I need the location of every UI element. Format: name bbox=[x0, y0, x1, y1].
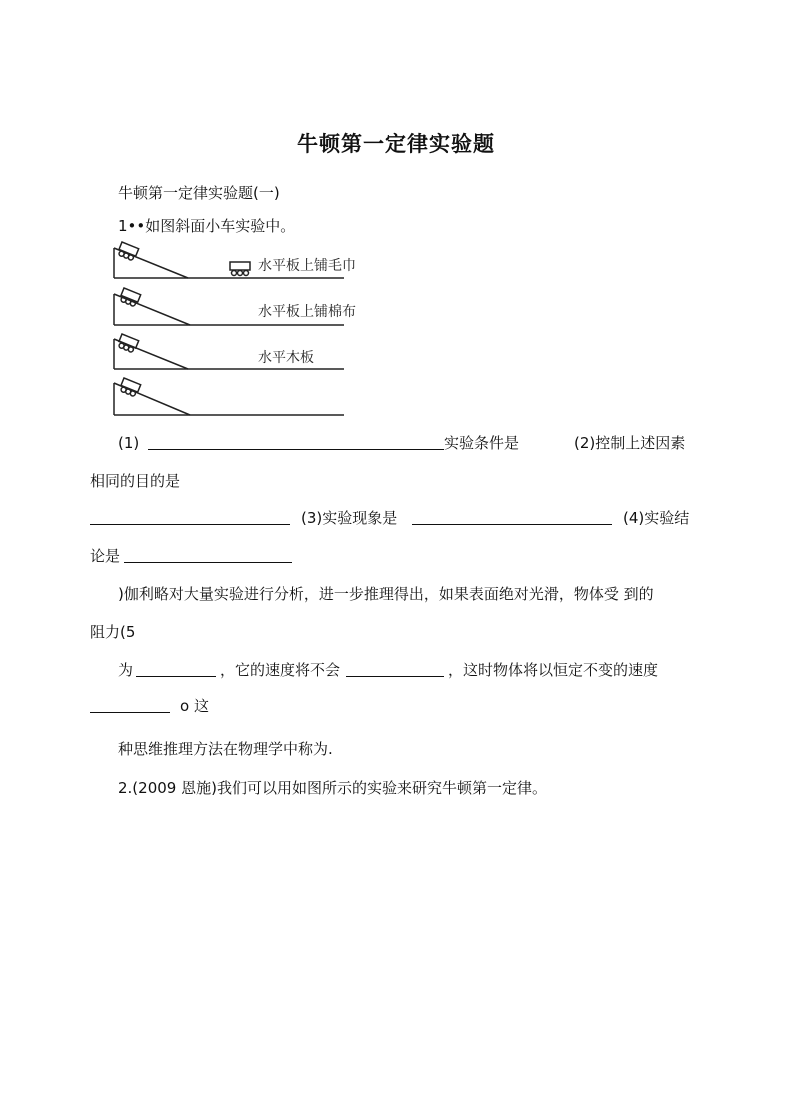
q1-part6-c: ，这时物体将以恒定不变的速度 bbox=[448, 661, 659, 679]
q1-part6-a: 为 bbox=[118, 661, 134, 679]
q1-part5-text: )伽利略对大量实验进行分析，进一步推理得出，如果表面绝对光滑，物体受 到的 bbox=[118, 585, 654, 603]
cart-on-ramp-4 bbox=[119, 378, 141, 397]
incline-cart-figure bbox=[108, 236, 378, 420]
cart-on-ramp-3 bbox=[117, 334, 139, 353]
cart-on-ramp-1 bbox=[117, 242, 139, 261]
q1-part1-text: 实验条件是 bbox=[444, 434, 520, 452]
q1-part4-text: (4)实验结 bbox=[623, 509, 690, 527]
q1-part2-text: (2)控制上述因素 bbox=[574, 434, 686, 452]
q1-blank-7[interactable] bbox=[90, 697, 170, 713]
question-1-intro: 1••如图斜面小车实验中。 bbox=[118, 217, 296, 235]
q1-blank-5[interactable] bbox=[136, 661, 216, 677]
figure-label-wood: 水平木板 bbox=[258, 350, 314, 366]
figure-label-cotton: 水平板上铺棉布 bbox=[258, 304, 356, 320]
q1-blank-1[interactable] bbox=[148, 434, 444, 450]
q1-blank-6[interactable] bbox=[346, 661, 444, 677]
q1-part6-d: o 这 bbox=[180, 697, 209, 715]
cart-on-ramp-2 bbox=[119, 288, 141, 307]
q1-part6-b: ，它的速度将不会 bbox=[220, 661, 341, 679]
q1-part7-text: 种思维推理方法在物理学中称为. bbox=[118, 740, 333, 758]
cart-on-floor-1 bbox=[230, 262, 250, 276]
q1-blank-3[interactable] bbox=[412, 509, 612, 525]
q1-blank-2[interactable] bbox=[90, 509, 290, 525]
q1-blank-4[interactable] bbox=[124, 547, 292, 563]
figure-label-towel: 水平板上铺毛巾 bbox=[258, 258, 356, 274]
q1-part3-text: (3)实验现象是 bbox=[301, 509, 398, 527]
q1-part2-continued: 相同的目的是 bbox=[90, 472, 181, 490]
q1-part4-continued: 论是 bbox=[90, 547, 121, 565]
question-2-text: 2.(2009 恩施)我们可以用如图所示的实验来研究牛顿第一定律。 bbox=[118, 779, 547, 797]
incline-ramp-4 bbox=[114, 383, 344, 415]
page-title: 牛顿第一定律实验题 bbox=[297, 132, 495, 156]
section-heading: 牛顿第一定律实验题(一) bbox=[118, 184, 280, 202]
q1-part1-number: (1) bbox=[118, 434, 140, 452]
q1-part5-continued: 阻力(5 bbox=[90, 623, 136, 641]
